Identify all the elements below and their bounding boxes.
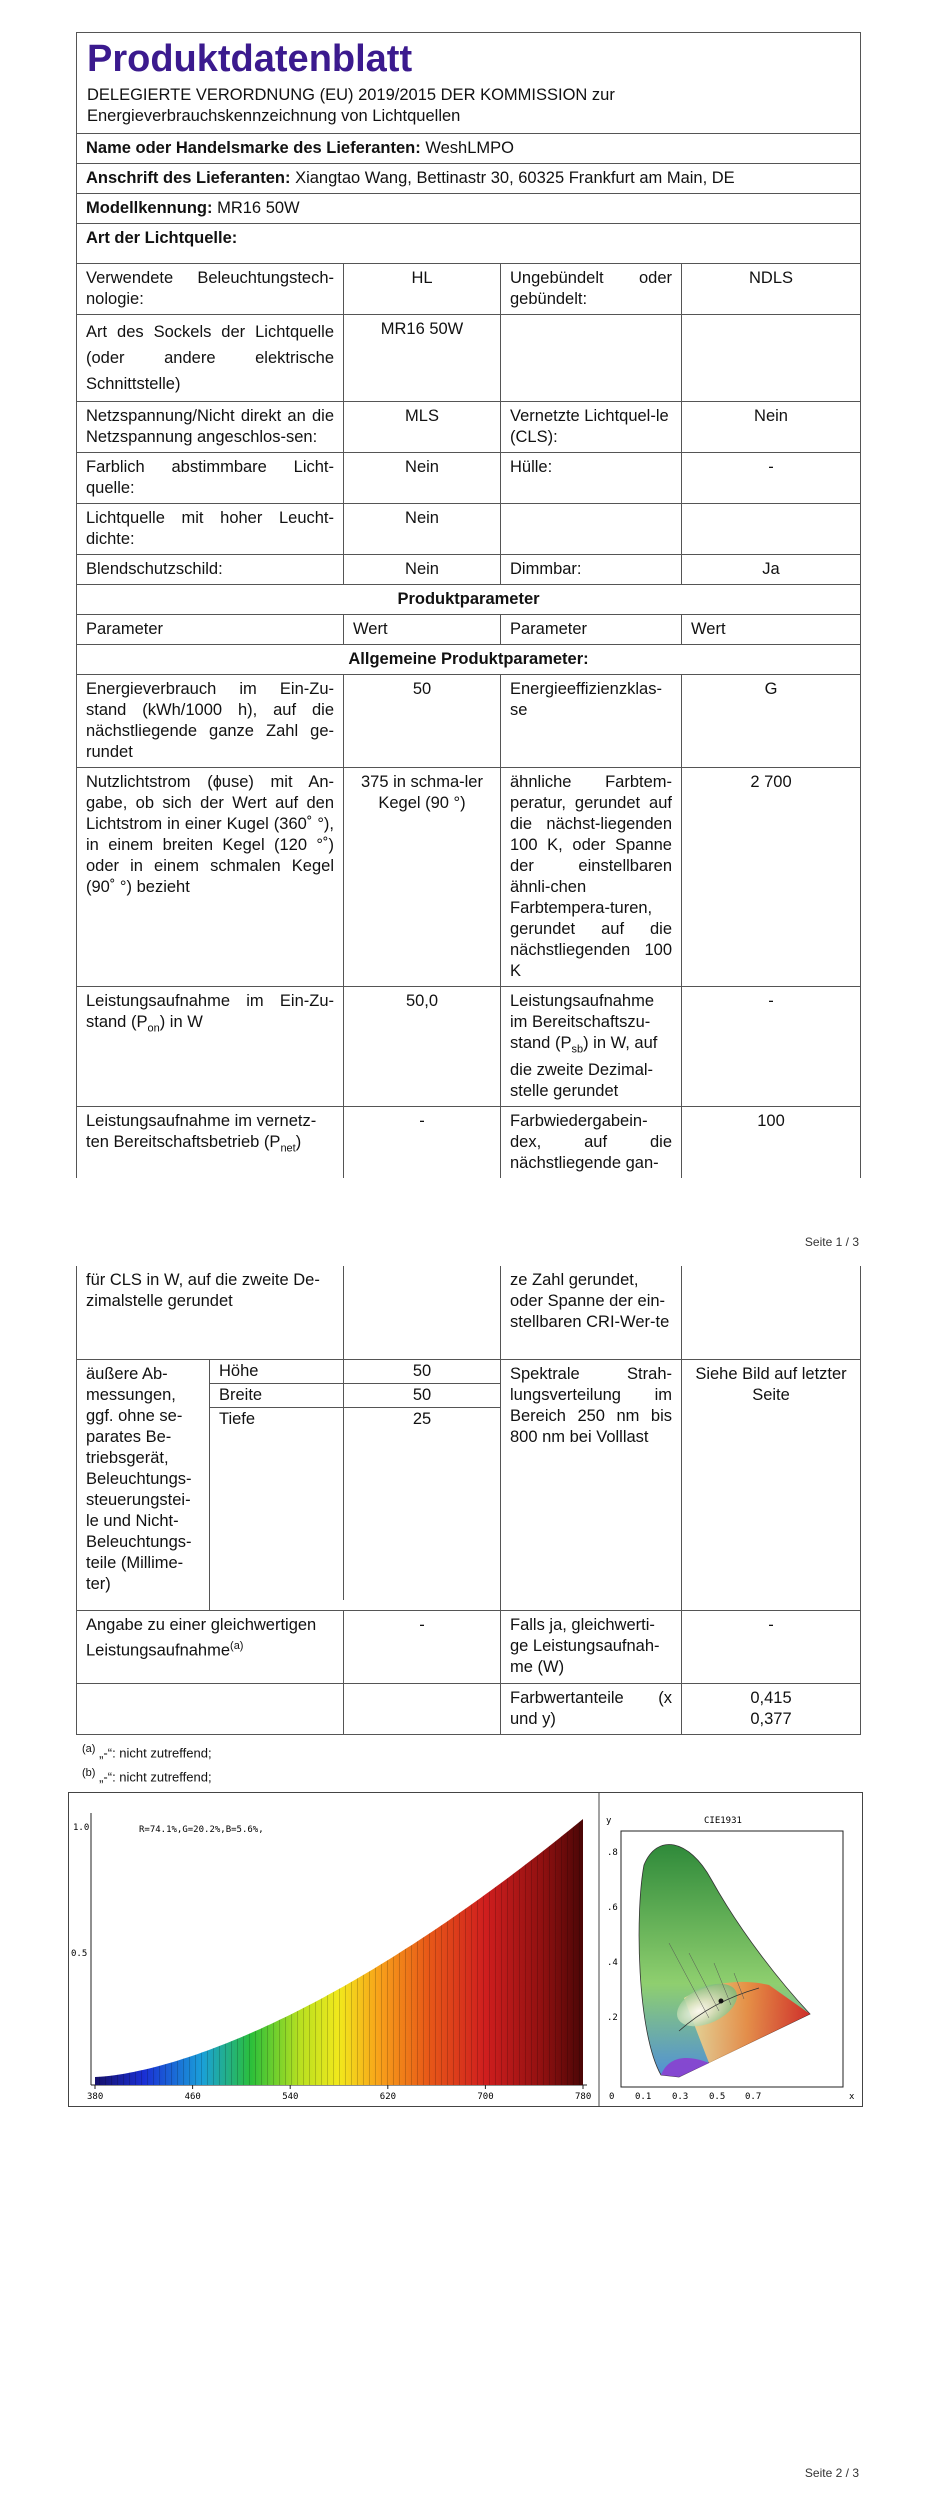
cie-y-label: y xyxy=(606,1816,612,1826)
cie-ytick-label: .2 xyxy=(607,2013,618,2023)
pnet-label: Leistungsaufnahme im vernetz-ten Bereitschaftsbetrieb $(P_{net})$ xyxy=(77,1107,344,1179)
spectrum-xtick-label: 380 xyxy=(87,2092,104,2102)
eec-value: G xyxy=(682,675,861,768)
dim-row xyxy=(210,1408,500,1601)
cie-x-label: x xyxy=(849,2092,855,2102)
type-row-6 xyxy=(77,555,861,585)
type-heading: Art der Lichtquelle: xyxy=(77,224,861,264)
type-value: MLS xyxy=(344,402,501,453)
params-heading-row xyxy=(77,585,861,615)
page-number-1: Seite 1 / 3 xyxy=(804,1235,859,1249)
flux-label: Nutzlichtstrom (ɸuse) mit An-gabe, ob sich der Wert auf den Lichtstrom in einer Kugel (360˚ °), in einem breiten Kegel (120 °˚) oder in einem schmalen Kegel (90˚ °) bezieht xyxy=(77,768,344,987)
type-value xyxy=(682,315,861,402)
cie-ytick-label: .6 xyxy=(607,1903,618,1913)
general-heading-row xyxy=(77,645,861,675)
footnote-a: $^{(a)}$ „-“: nicht zutreffend; xyxy=(82,1743,212,1761)
cri-value-cont xyxy=(682,1266,861,1360)
supplier-address-value: Xiangtao Wang, Bettinastr 30, 60325 Frankfurt am Main, DE xyxy=(295,169,735,187)
cie-ytick-label: .4 xyxy=(607,1958,618,1968)
flux-row xyxy=(77,768,861,987)
type-label: Vernetzte Lichtquel-le (CLS): xyxy=(501,402,682,453)
dim-label: Breite xyxy=(210,1384,344,1408)
type-label: Blendschutzschild: xyxy=(77,555,344,585)
supplier-address-label: Anschrift des Lieferanten: xyxy=(86,169,291,187)
eec-label: Energieeffizienzklas-se xyxy=(501,675,682,768)
type-heading-row xyxy=(77,224,861,264)
type-row-2 xyxy=(77,315,861,402)
pon-value: 50,0 xyxy=(344,987,501,1107)
pnet-value-cont xyxy=(344,1266,501,1360)
flux-value: 375 in schma-ler Kegel (90 °) xyxy=(344,768,501,987)
footnote-b: $^{(b)}$ „-“: nicht zutreffend; xyxy=(82,1767,212,1785)
equiv-label: Angabe zu einer gleichwertigen Leistungsaufnahme$^{(a)}$ xyxy=(77,1611,344,1684)
dims-label: äußere Ab-messungen, ggf. ohne se-parates Be-triebsgerät, Beleuchtungs-steuerungstei-le und Nicht-Beleuchtungs-teile (Millime-ter) xyxy=(77,1360,210,1611)
chroma-empty xyxy=(77,1684,344,1735)
cri-label-cont: ze Zahl gerundet, oder Spanne der ein-stellbaren CRI-Wer-te xyxy=(501,1266,682,1360)
cie-xtick-label: 0 xyxy=(609,2092,615,2102)
model-label: Modellkennung: xyxy=(86,199,213,217)
charts-svg xyxy=(69,1793,862,2106)
col-header-value: Wert xyxy=(344,615,501,645)
spectrum-xtick-label: 780 xyxy=(575,2092,592,2102)
spd-value: Siehe Bild auf letzter Seite xyxy=(682,1360,861,1611)
spectrum-ytick-mid: 0.5 xyxy=(71,1949,88,1959)
params-column-headers xyxy=(77,615,861,645)
cie-xtick-label: 0.3 xyxy=(672,2092,689,2102)
col-header-value: Wert xyxy=(682,615,861,645)
supplier-address-row xyxy=(77,164,861,194)
chroma-empty xyxy=(344,1684,501,1735)
type-value: HL xyxy=(344,264,501,315)
type-label: Hülle: xyxy=(501,453,682,504)
type-value: MR16 50W xyxy=(344,315,501,402)
cie-xtick-label: 0.5 xyxy=(709,2092,726,2102)
type-label: Dimmbar: xyxy=(501,555,682,585)
general-heading: Allgemeine Produktparameter: xyxy=(77,645,861,675)
regulation-text: DELEGIERTE VERORDNUNG (EU) 2019/2015 DER KOMMISSION zur Energieverbrauchskennzeichnung von Lichtquellen xyxy=(87,86,615,125)
type-value: Nein xyxy=(344,504,501,555)
energy-row xyxy=(77,675,861,768)
cri-value: 100 xyxy=(682,1107,861,1179)
dim-value: 25 xyxy=(412,1410,432,1428)
pon-label: Leistungsaufnahme im Ein-Zu-stand $(P_{on})$ in W xyxy=(77,987,344,1107)
spectrum-xtick-label: 700 xyxy=(477,2092,494,2102)
type-label: Lichtquelle mit hoher Leucht-dichte: xyxy=(77,504,344,555)
type-label: Verwendete Beleuchtungstech-nologie: xyxy=(77,264,344,315)
datasheet-table-page2 xyxy=(76,1266,861,1735)
type-label: Art des Sockels der Lichtquelle (oder andere elektrische Schnittstelle) xyxy=(77,315,344,402)
pnet-row-part2 xyxy=(77,1266,861,1360)
chroma-values: 0,415 0,377 xyxy=(682,1684,861,1735)
equiv-row xyxy=(77,1611,861,1684)
ifyes-value: - xyxy=(682,1611,861,1684)
cie-xtick-label: 0.7 xyxy=(745,2092,762,2102)
spectrum-xtick-label: 620 xyxy=(379,2092,397,2102)
dim-value: 50 xyxy=(344,1384,500,1408)
spectrum-xtick-label: 540 xyxy=(282,2092,299,2102)
cie-point xyxy=(719,1999,724,2004)
col-header-param: Parameter xyxy=(77,615,344,645)
supplier-name-value: WeshLMPO xyxy=(425,139,514,157)
pnet-row-part1 xyxy=(77,1107,861,1179)
type-value xyxy=(682,504,861,555)
cie-title: CIE1931 xyxy=(704,1816,742,1826)
type-value: Nein xyxy=(682,402,861,453)
psb-label: Leistungsaufnahme im Bereitschaftszu-stand $(P_{sb})$ in W, auf die zweite Dezimal-stelle gerundet xyxy=(501,987,682,1107)
type-row-4 xyxy=(77,453,861,504)
cri-label: Farbwiedergabein-dex, auf die nächstliegende gan- xyxy=(501,1107,682,1179)
cie-xtick-label: 0.1 xyxy=(635,2092,652,2102)
type-label: Ungebündelt oder gebündelt: xyxy=(501,264,682,315)
dim-value: 50 xyxy=(344,1360,500,1384)
energy-label: Energieverbrauch im Ein-Zu-stand (kWh/1000 h), auf die nächstliegende ganze Zahl ge-rundet xyxy=(77,675,344,768)
cct-value: 2 700 xyxy=(682,768,861,987)
spectrum-annotation: R=74.1%,G=20.2%,B=5.6%, xyxy=(139,1825,264,1835)
type-row-5 xyxy=(77,504,861,555)
cie-ytick-label: .8 xyxy=(607,1848,618,1858)
params-heading: Produktparameter xyxy=(77,585,861,615)
dim-row xyxy=(210,1384,500,1408)
dims-cell xyxy=(210,1360,501,1611)
dim-label: Tiefe xyxy=(210,1408,344,1601)
pnet-value: - xyxy=(344,1107,501,1179)
supplier-name-row xyxy=(77,134,861,164)
datasheet-table-page1 xyxy=(76,32,861,1178)
supplier-name-label: Name oder Handelsmarke des Lieferanten: xyxy=(86,139,421,157)
type-value: Nein xyxy=(344,453,501,504)
header-row xyxy=(77,33,861,134)
type-value: Ja xyxy=(682,555,861,585)
dims-table xyxy=(210,1360,500,1600)
spectrum-xtick-label: 460 xyxy=(184,2092,201,2102)
type-label xyxy=(501,504,682,555)
dim-row xyxy=(210,1360,500,1384)
page-number-2: Seite 2 / 3 xyxy=(804,2466,859,2480)
pon-row xyxy=(77,987,861,1107)
chroma-label: Farbwertanteile (x und y) xyxy=(501,1684,682,1735)
cct-label: ähnliche Farbtem-peratur, gerundet auf die nächst-liegenden 100 K, oder Spanne der einstellbaren ähnli-chen Farbtempera-turen, gerundet auf die nächstliegenden 100 K xyxy=(501,768,682,987)
ifyes-label: Falls ja, gleichwerti-ge Leistungsaufnah-me (W) xyxy=(501,1611,682,1684)
spd-label: Spektrale Strah-lungsverteilung im Bereich 250 nm bis 800 nm bei Volllast xyxy=(501,1360,682,1611)
col-header-param: Parameter xyxy=(501,615,682,645)
chroma-row xyxy=(77,1684,861,1735)
type-value: NDLS xyxy=(682,264,861,315)
type-value: Nein xyxy=(344,555,501,585)
page-title: Produktdatenblatt xyxy=(87,38,413,80)
model-value: MR16 50W xyxy=(217,199,300,217)
chart-panel xyxy=(68,1792,863,2107)
equiv-value: - xyxy=(344,1611,501,1684)
dim-label: Höhe xyxy=(210,1360,344,1384)
type-row-1 xyxy=(77,264,861,315)
psb-value: - xyxy=(682,987,861,1107)
type-label: Netzspannung/Nicht direkt an die Netzspannung angeschlos-sen: xyxy=(77,402,344,453)
spectrum-ytick-top: 1.0 xyxy=(73,1823,90,1833)
dims-row xyxy=(77,1360,861,1611)
energy-value: 50 xyxy=(344,675,501,768)
type-label xyxy=(501,315,682,402)
type-label: Farblich abstimmbare Licht-quelle: xyxy=(77,453,344,504)
type-value: - xyxy=(682,453,861,504)
type-row-3 xyxy=(77,402,861,453)
model-row xyxy=(77,194,861,224)
pnet-label-cont: für CLS in W, auf die zweite De-zimalstelle gerundet xyxy=(77,1266,344,1360)
